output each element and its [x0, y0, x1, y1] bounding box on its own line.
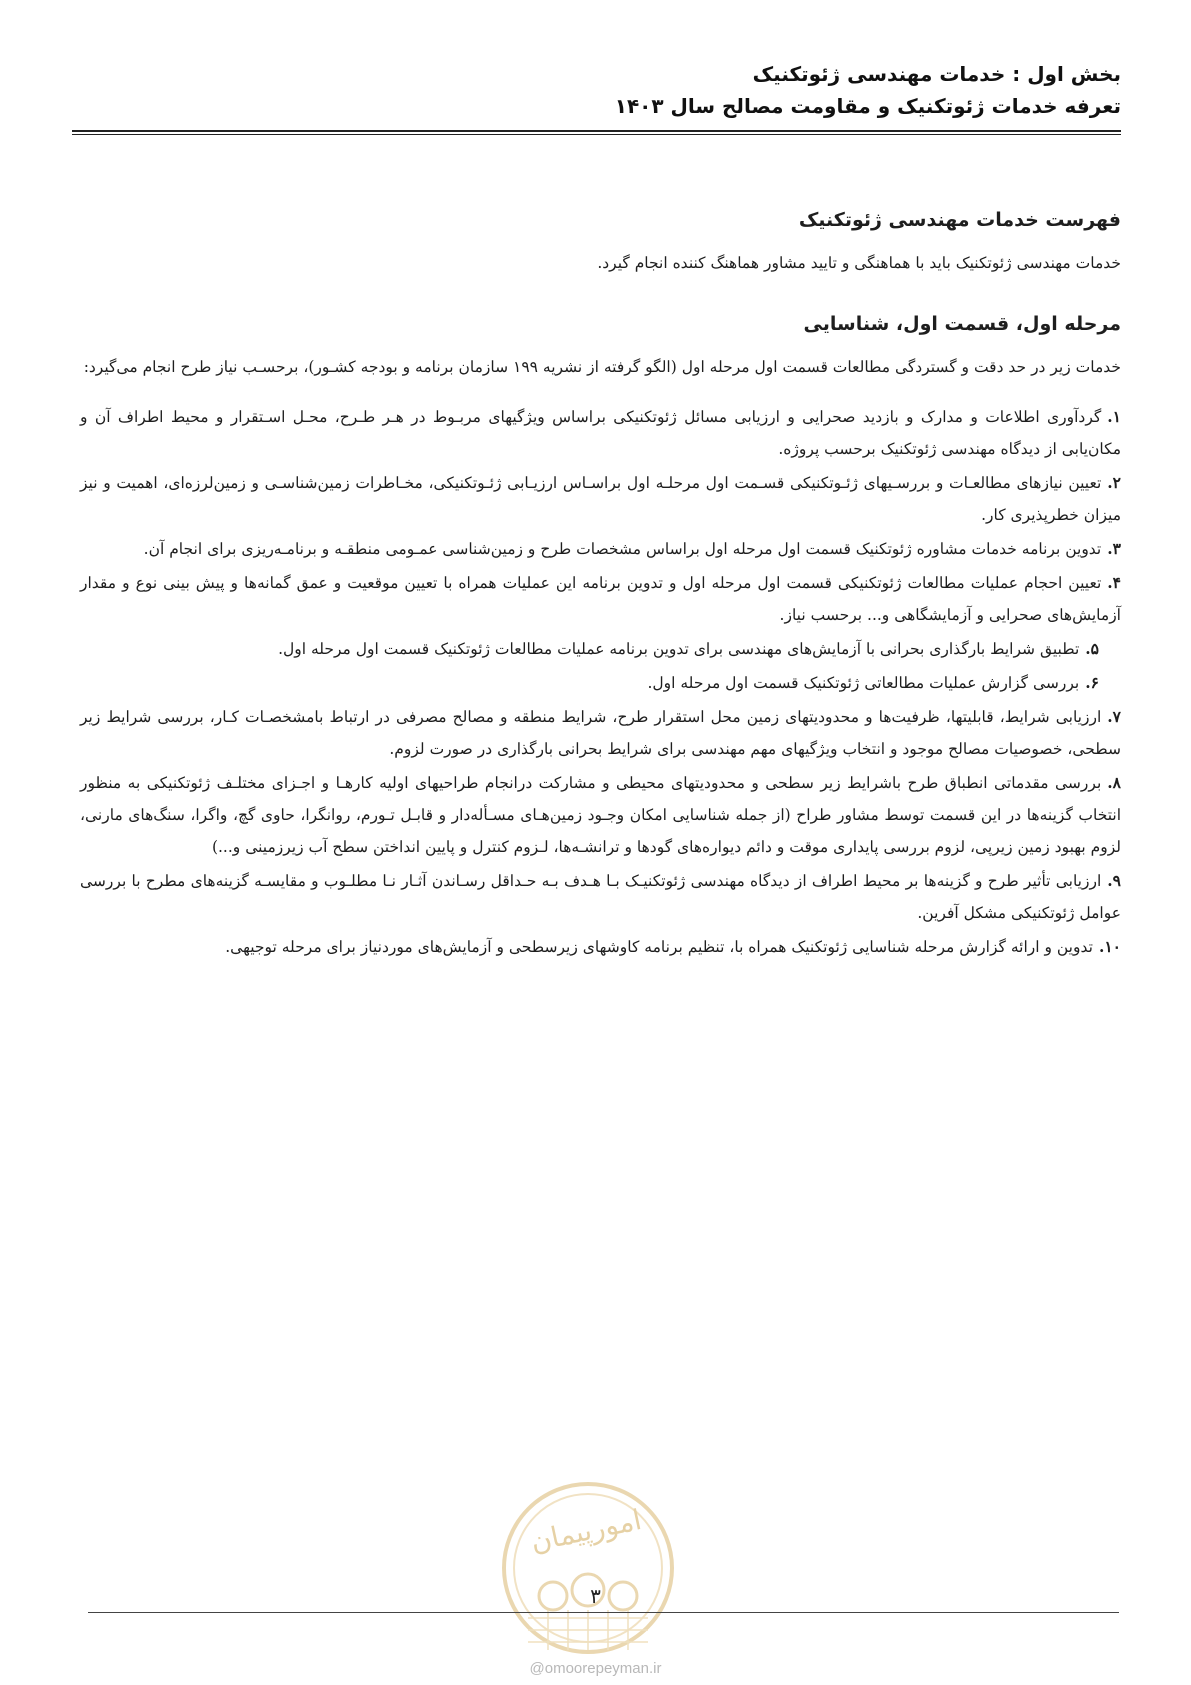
- list-item: [80, 667, 1121, 699]
- header-document-title: تعرفه خدمات ژئوتکنیک و مقاومت مصالح سال ۱۴۰۳: [614, 94, 1121, 118]
- list-item: [80, 701, 1121, 765]
- item-text: بررسی گزارش عملیات مطالعاتی ژئوتکنیک قسمت اول مرحله اول.: [647, 674, 1080, 692]
- page-number: ۳: [590, 1584, 601, 1608]
- list-item: [80, 567, 1121, 631]
- item-number: ۵.: [1085, 639, 1099, 658]
- item-text: تعیین نیازهای مطالعـات و بررسـیهای ژئـوتکنیکی قسـمت اول مرحلـه اول براسـاس ارزیـابی ژئـوتکنیکی، مخـاطرات زمین‌شناسـی و زمین‌لرزه‌ای، اهمیت و نیز میزان خطرپذیری کار.: [80, 474, 1121, 524]
- list-item: [80, 865, 1121, 929]
- item-number: ۴.: [1107, 573, 1121, 592]
- list-item: [80, 767, 1121, 863]
- section-title: فهرست خدمات مهندسی ژئوتکنیک: [798, 209, 1121, 231]
- svg-text:امورپیمان: امورپیمان: [527, 1502, 645, 1559]
- item-number: ۱.: [1107, 407, 1121, 426]
- item-number: ۸.: [1107, 773, 1121, 792]
- item-text: تعیین احجام عملیات مطالعات ژئوتکنیکی قسمت اول مرحله اول و تدوین برنامه این عملیات همراه با تعیین موقعیت و عمق گمانه‌ها و پیش بینی نوع و مقدار آزمایش‌های صحرایی و آزمایشگاهی و... برحسب نیاز.: [80, 574, 1121, 624]
- item-text: تطبیق شرایط بارگذاری بحرانی با آزمایش‌های مهندسی برای تدوین برنامه عملیات مطالعات ژئوتکنیک قسمت اول مرحله اول.: [278, 640, 1080, 658]
- stage-title: مرحله اول، قسمت اول، شناسایی: [803, 313, 1121, 335]
- main-content: [80, 205, 1121, 965]
- item-text: تدوین و ارائه گزارش مرحله شناسایی ژئوتکنیک همراه با، تنظیم برنامه کاوشهای زیرسطحی و آزمایش‌های موردنیاز برای مرحله توجیهی.: [225, 938, 1093, 956]
- item-number: ۱۰.: [1098, 937, 1121, 956]
- stage-intro: خدمات زیر در حد دقت و گستردگی مطالعات قسمت اول مرحله اول (الگو گرفته از نشریه ۱۹۹ سازمان برنامه و بودجه کشـور)، برحسـب نیاز طرح انجام می‌گیرد:: [83, 358, 1121, 376]
- item-text: بررسی مقدماتی انطباق طرح باشرایط زیر سطحی و محدودیتهای محیطی و مشارکت درانجام طراحیهای اولیه کارهـا و اجـزای مختلـف ژئوتکنیکی به منظور انتخاب گزینه‌ها در این قسمت توسط مشاور طراح (از جمله شناسایی امکان وجـود زمین‌هـای مسـأله‌دار و قابـل تـورم، روانگرا، حاوی گچ، واگرا، سنگ‌های مارنی، لزوم بهبود زمین زیرپی، لزوم بررسی پایداری موقت و دائم دیواره‌های گودها و ترانشـه‌ها، لـزوم کنترل و پایین انداختن سطح آب زیرزمینی و...): [80, 774, 1121, 856]
- footer-rule: [88, 1612, 1119, 1613]
- watermark-site: @omoorepeyman.ir: [529, 1660, 662, 1677]
- item-number: ۶.: [1085, 673, 1099, 692]
- item-number: ۳.: [1107, 539, 1121, 558]
- item-number: ۷.: [1107, 707, 1121, 726]
- list-item: [80, 931, 1121, 963]
- watermark-logo: [498, 1478, 678, 1658]
- section-intro: خدمات مهندسی ژئوتکنیک باید با هماهنگی و تایید مشاور هماهنگ کننده انجام گیرد.: [597, 254, 1121, 272]
- list-item: [80, 633, 1121, 665]
- header-part-title: بخش اول : خدمات مهندسی ژئوتکنیک: [752, 62, 1121, 86]
- list-item: [80, 467, 1121, 531]
- header-rule: [72, 130, 1121, 132]
- page-header: [70, 58, 1121, 122]
- list-item: [80, 533, 1121, 565]
- service-list: [80, 401, 1121, 963]
- item-number: ۹.: [1107, 871, 1121, 890]
- list-item: [80, 401, 1121, 465]
- item-text: تدوین برنامه خدمات مشاوره ژئوتکنیک قسمت اول مرحله اول براساس مشخصات طرح و زمین‌شناسی عمـومی منطقـه و برنامـه‌ریزی برای انجام آن.: [143, 540, 1102, 558]
- item-number: ۲.: [1107, 473, 1121, 492]
- item-text: ارزیابی شرایط، قابلیتها، ظرفیت‌ها و محدودیتهای زمین محل استقرار طرح، شرایط منطقه و مصالح مصرفی در ارتباط بامشخصـات کـار، بررسی شرایط زیر سطحی، خصوصیات مصالح موجود و انتخاب ویژگیهای مهم مهندسی برای شرایط بحرانی بارگذاری در صورت لزوم.: [80, 708, 1121, 758]
- item-text: ارزیابی تأثیر طرح و گزینه‌ها بر محیط اطراف از دیدگاه مهندسی ژئوتکنیـک بـا هـدف بـه حـداقل رسـاندن آثـار نـا مطلـوب و مقایسـه گزینه‌های مطرح با بررسی عوامل ژئوتکنیکی مشکل آفرین.: [80, 872, 1121, 922]
- item-text: گردآوری اطلاعات و مدارک و بازدید صحرایی و ارزیابی مسائل ژئوتکنیکی براساس ویژگیهای مربـوط در هـر طـرح، محـل اسـتقرار و محیط اطراف آن و مکان‌یابی از دیدگاه مهندسی ژئوتکنیک برحسب پروژه.: [80, 408, 1121, 458]
- header-rule-thin: [72, 134, 1121, 135]
